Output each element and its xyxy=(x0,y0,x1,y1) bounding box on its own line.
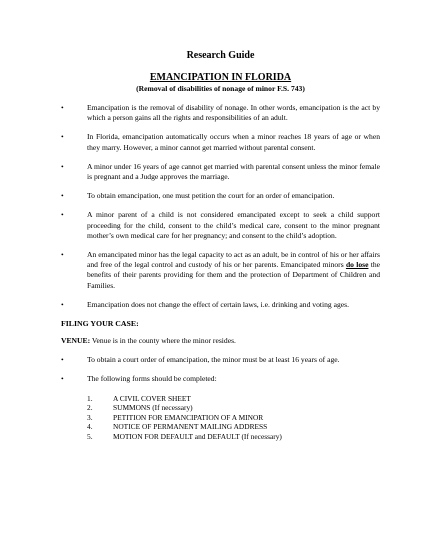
bullet-item xyxy=(61,374,380,384)
bullet-item xyxy=(61,300,380,310)
bullet-text: Emancipation is the removal of disability of nonage. In other words, emancipation is the act by which a person gains all the rights and responsibilities of an adult. xyxy=(87,103,380,123)
venue-text: Venue is in the county where the minor resides. xyxy=(90,336,236,346)
form-number: 5. xyxy=(87,432,93,442)
bullet-item xyxy=(61,103,380,123)
form-name: SUMMONS (If necessary) xyxy=(113,403,193,413)
bullet-text: A minor parent of a child is not considered emancipated except to seek a child support proceeding for the child, consent to the child’s medical care, consent to the minor pregnant mother’s own medical care for her pregnancy; and consent to the child’s adoption. xyxy=(87,210,380,240)
venue-line xyxy=(61,336,380,346)
emphasis-text: do lose xyxy=(345,260,369,270)
form-name: NOTICE OF PERMANENT MAILING ADDRESS xyxy=(113,422,268,432)
form-list-item xyxy=(87,432,380,442)
document-heading: EMANCIPATION IN FLORIDA xyxy=(149,72,292,83)
bullet-glyph: • xyxy=(61,210,64,220)
bullet-glyph: • xyxy=(61,355,64,365)
form-list-item xyxy=(87,394,380,404)
bullet-text xyxy=(87,250,380,290)
bullet-glyph: • xyxy=(61,250,64,260)
venue-label: VENUE: xyxy=(61,336,91,346)
form-list-item xyxy=(87,413,380,423)
form-name: MOTION FOR DEFAULT and DEFAULT (If necessary) xyxy=(113,432,282,442)
bullet-item xyxy=(61,210,380,241)
form-number: 4. xyxy=(87,422,93,432)
bullet-text: Emancipation does not change the effect of certain laws, i.e. drinking and voting ages. xyxy=(87,299,349,309)
bullet-glyph: • xyxy=(61,374,64,384)
bullet-text: To obtain emancipation, one must petition the court for an order of emancipation. xyxy=(87,191,335,201)
bullet-text: To obtain a court order of emancipation, the minor must be at least 16 years of age. xyxy=(87,355,340,365)
bullet-item xyxy=(61,250,380,291)
form-name: PETITION FOR EMANCIPATION OF A MINOR xyxy=(113,412,264,422)
filing-bullet-list xyxy=(61,355,380,384)
bullet-glyph: • xyxy=(61,191,64,201)
bullet-glyph: • xyxy=(61,161,64,171)
bullet-item xyxy=(61,132,380,152)
form-number: 2. xyxy=(87,403,93,413)
document-title: Research Guide xyxy=(186,50,255,61)
form-list-item xyxy=(87,422,380,432)
bullet-glyph: • xyxy=(61,299,64,309)
bullet-text-part: the benefits of their parents providing for them and the protection of Department of Children and Families. xyxy=(87,260,380,290)
form-number: 3. xyxy=(87,412,93,422)
bullet-item xyxy=(61,355,380,365)
form-name: A CIVIL COVER SHEET xyxy=(113,393,191,403)
bullet-list xyxy=(61,103,380,310)
bullet-text: In Florida, emancipation automatically occurs when a minor reaches 18 years of age or when they marry. However, a minor cannot get married without parental consent. xyxy=(87,132,380,152)
bullet-item xyxy=(61,162,380,182)
form-list-item xyxy=(87,403,380,413)
document-subheading: (Removal of disabilities of nonage of minor F.S. 743) xyxy=(136,84,305,93)
bullet-text: A minor under 16 years of age cannot get married with parental consent unless the minor female is pregnant and a Judge approves the marriage. xyxy=(87,161,380,182)
bullet-text: The following forms should be completed: xyxy=(87,374,217,384)
form-number: 1. xyxy=(87,393,93,403)
bullet-glyph: • xyxy=(61,103,64,112)
bullet-glyph: • xyxy=(61,132,64,142)
filing-heading: FILING YOUR CASE: xyxy=(61,319,139,329)
bullet-text-part: An emancipated minor has the legal capacity to act as an adult, be in control of his or her affairs and free of the legal control and custody of his or her parents. Emancipated minors xyxy=(87,250,380,270)
forms-list xyxy=(87,394,380,442)
bullet-item xyxy=(61,191,380,201)
